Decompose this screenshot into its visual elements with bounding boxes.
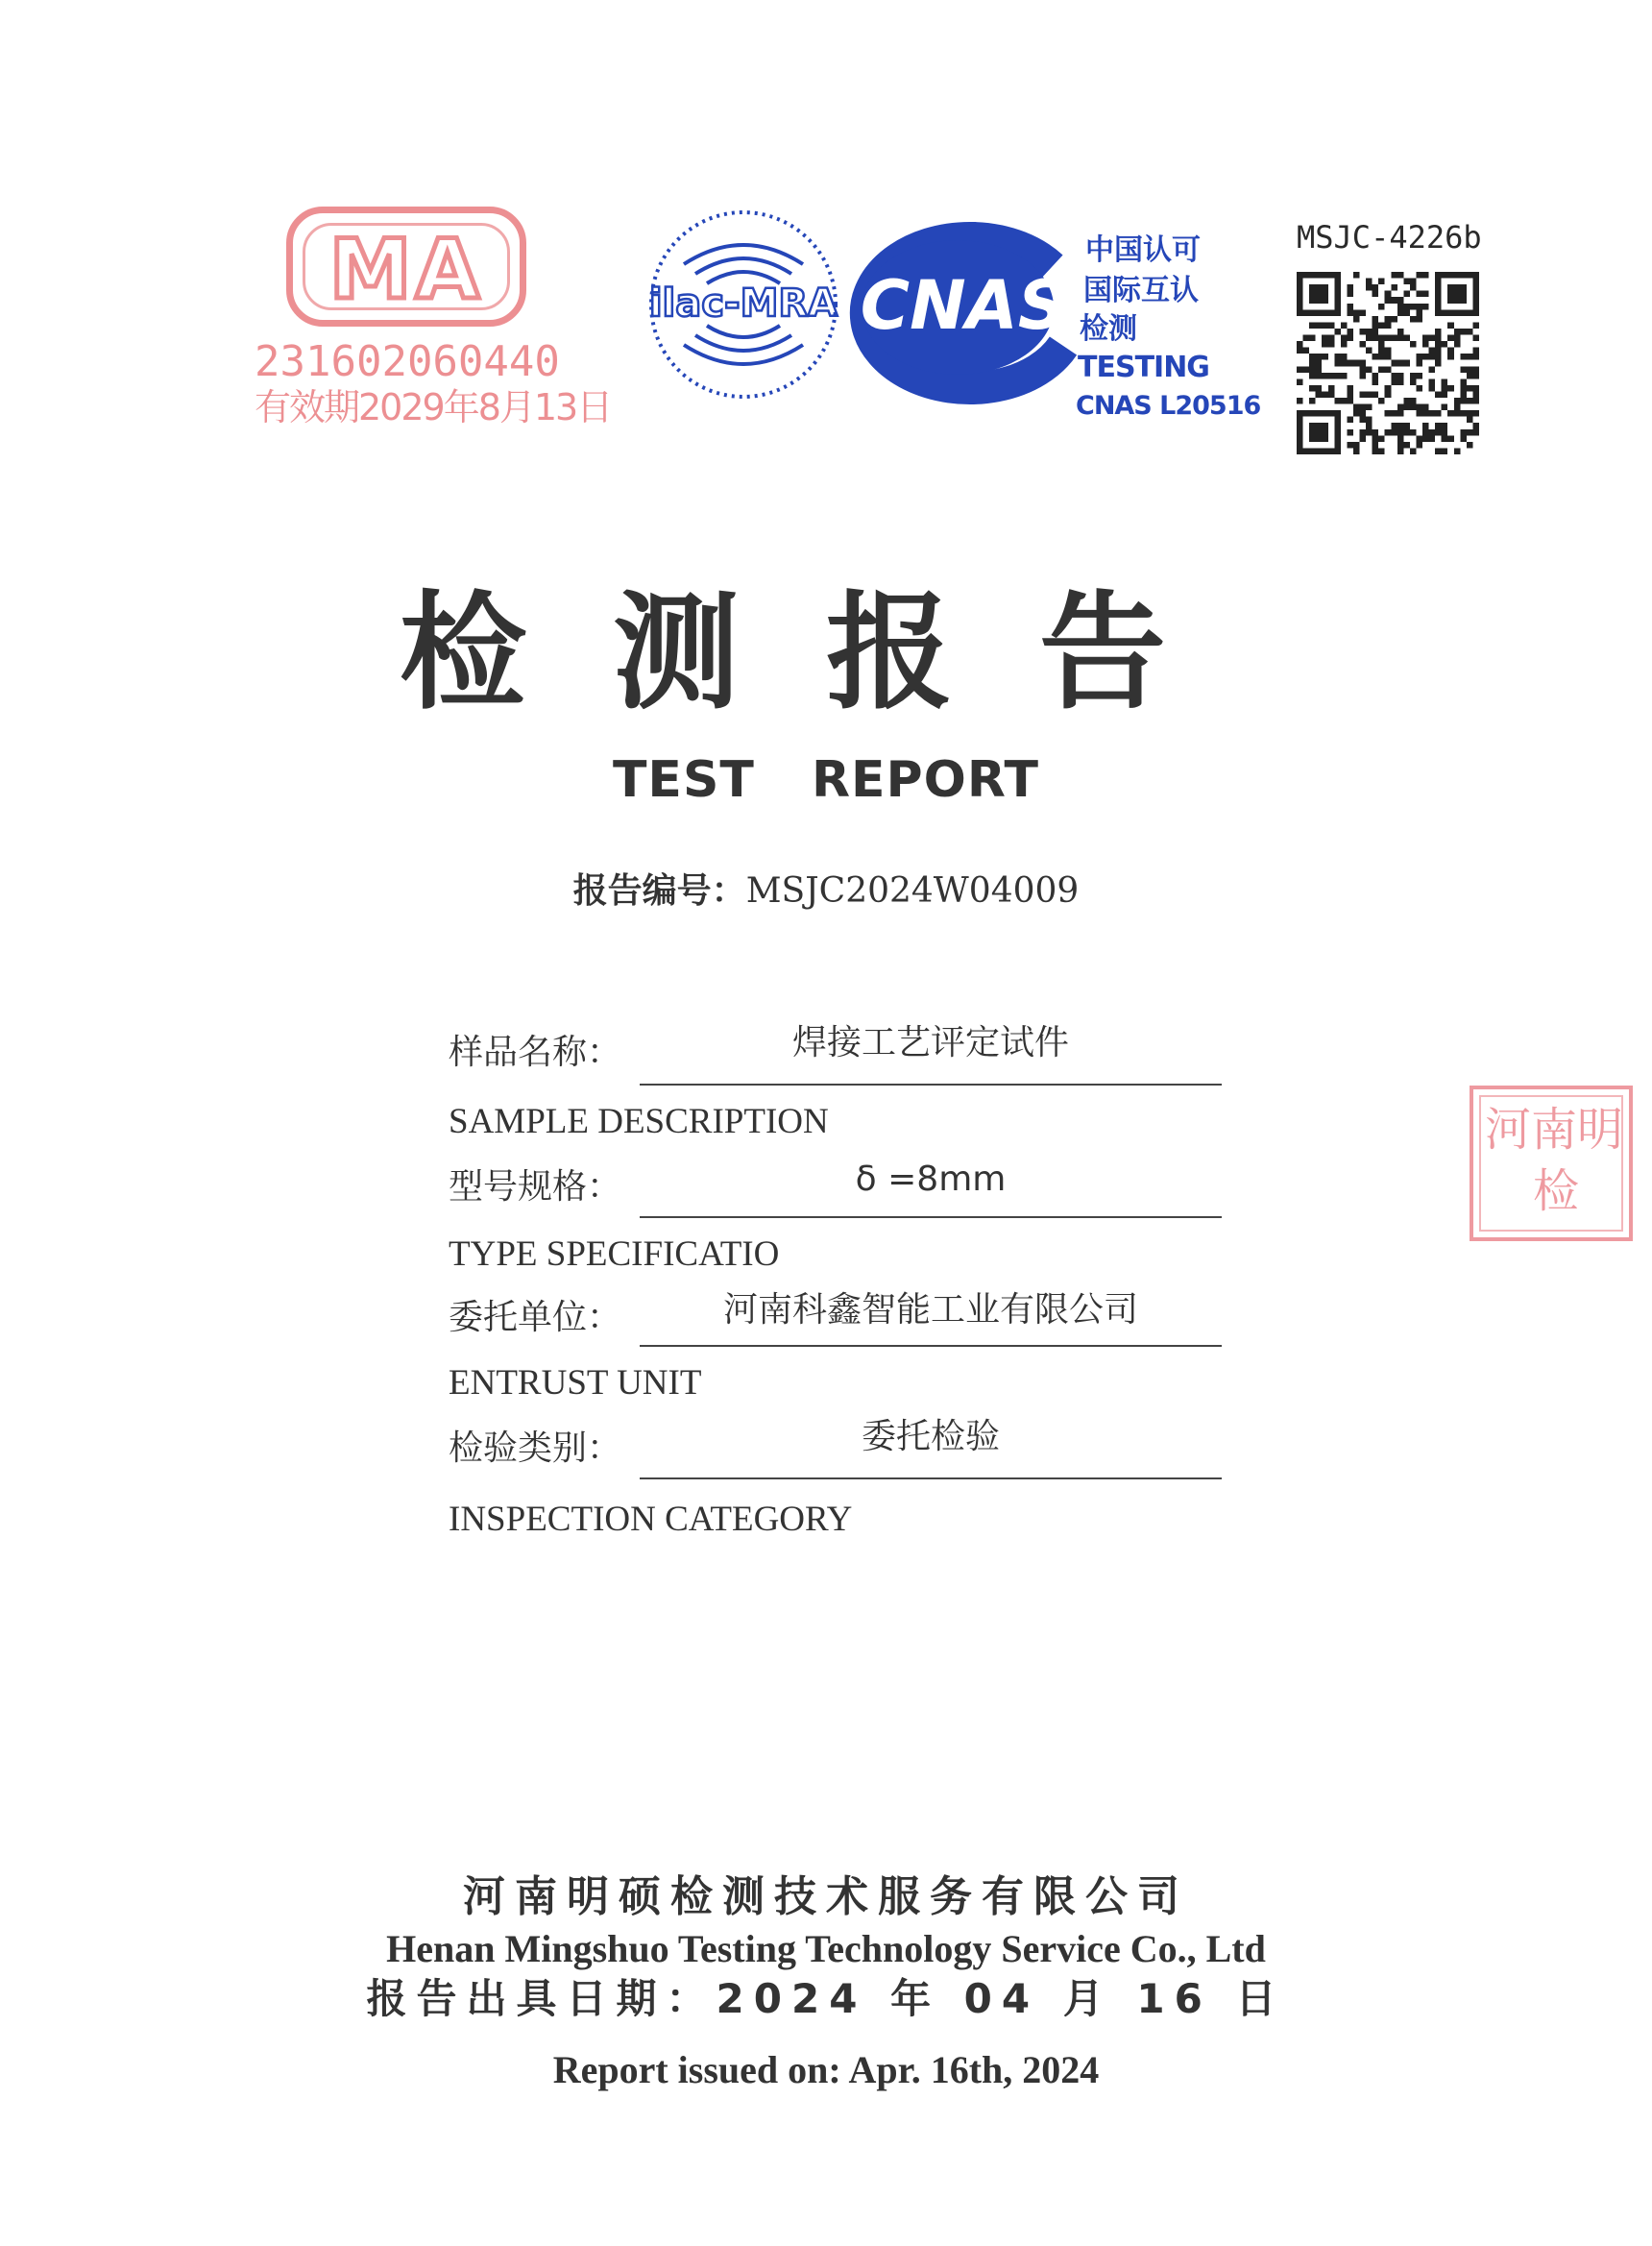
cnas-logo-text: CNAS [860, 266, 1067, 345]
entrust-unit-label-en: ENTRUST UNIT [449, 1363, 702, 1403]
inspection-category-underline [640, 1477, 1222, 1479]
company-name-en: Henan Mingshuo Testing Technology Service Co., Ltd [386, 1927, 1266, 1970]
report-number-value: MSJC2024W04009 [745, 871, 1080, 911]
entrust-unit-value: 河南科鑫智能工业有限公司 [722, 1290, 1138, 1330]
qr-code-icon [1297, 272, 1479, 454]
inspection-category-label-cn: 检验类别： [449, 1428, 622, 1468]
cma-stamp [286, 207, 526, 327]
entrust-unit-label-cn: 委托单位： [449, 1298, 622, 1337]
document-code: MSJC-4226b [1297, 219, 1482, 256]
entrust-unit-underline [640, 1345, 1222, 1347]
issue-date-en: Report issued on: Apr. 16th, 2024 [552, 2048, 1100, 2091]
inspection-category-value: 委托检验 [861, 1417, 1000, 1456]
company-seal-line1: 河南明 [1485, 1103, 1624, 1157]
type-spec-underline [640, 1216, 1222, 1218]
ilac-mra-logo [645, 207, 842, 403]
report-title-en: TEST REPORT [612, 751, 1040, 809]
sample-name-underline [640, 1084, 1222, 1086]
cnas-logo [850, 231, 1085, 403]
issue-date-cn: 报告出具日期：2024 年 04 月 16 日 [366, 1975, 1286, 2022]
report-number-label: 报告编号： [572, 871, 746, 911]
type-spec-label: 型号规格： [449, 1167, 622, 1207]
report-number [0, 867, 1652, 915]
type-specification-label: TYPE SPECIFICATIO [449, 1234, 780, 1274]
type-spec-value: δ =8mm [855, 1160, 1007, 1199]
cnas-cn-line1: 中国认可 [1085, 233, 1201, 267]
cnas-cn-line3: 检测 [1080, 312, 1137, 346]
cnas-code: CNAS L20516 [1076, 391, 1261, 421]
report-title-cn: 检测报告 [400, 578, 1252, 727]
cnas-en-line: TESTING [1078, 351, 1209, 384]
company-name-cn: 河南明硕检测技术服务有限公司 [463, 1872, 1189, 1921]
cma-number: 231602060440 [255, 337, 560, 386]
sample-name-value: 焊接工艺评定试件 [791, 1023, 1069, 1062]
cma-validity: 有效期2029年8月13日 [255, 386, 612, 428]
company-seal [1470, 1086, 1633, 1241]
cma-stamp-letters: MA [328, 222, 484, 318]
sample-name-label: 样品名称： [449, 1033, 622, 1072]
ilac-mra-label: ilac-MRA [648, 281, 838, 326]
company-seal-line2: 检 [1533, 1164, 1580, 1218]
sample-description-label: SAMPLE DESCRIPTION [449, 1102, 829, 1141]
inspection-category-label-en: INSPECTION CATEGORY [449, 1500, 853, 1539]
cnas-cn-line2: 国际互认 [1083, 274, 1199, 307]
